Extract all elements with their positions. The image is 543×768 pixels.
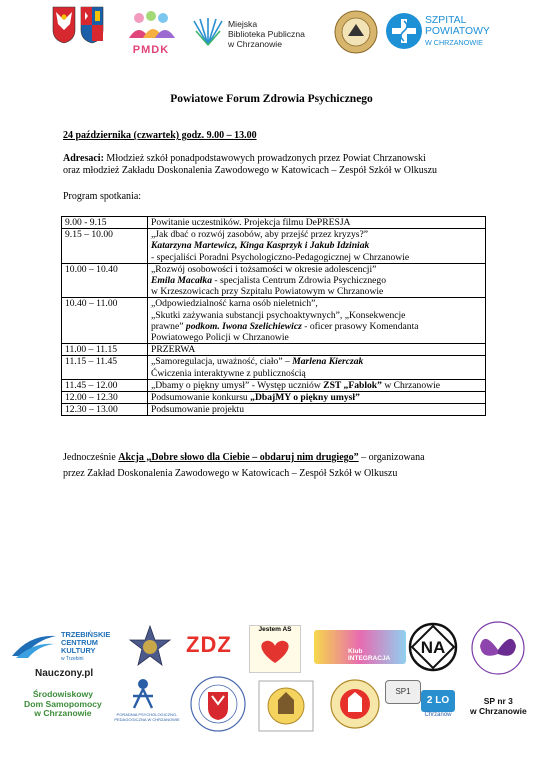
school-crest-icon — [258, 680, 314, 732]
program-item: PRZERWA — [148, 344, 486, 356]
addressees-line1: Młodzież szkół ponadpodstawowych prowadzonych przez Powiat Chrzanowski — [103, 153, 426, 164]
nauczony-logo: Nauczony.pl — [35, 668, 94, 679]
program-time: 11.00 – 11.15 — [62, 344, 148, 356]
footer-prefix: Jednocześnie — [63, 452, 119, 463]
mbp-name: Miejska Biblioteka Publiczna w Chrzanowie — [228, 19, 305, 49]
powiat-coat-of-arms-icon — [52, 6, 76, 44]
program-time: 10.40 – 11.00 — [62, 298, 148, 344]
heart-hands-icon — [250, 633, 300, 667]
mbp-library-icon — [192, 17, 224, 47]
program-time: 11.45 – 12.00 — [62, 379, 148, 391]
program-row — [62, 217, 486, 229]
page-title: Powiatowe Forum Zdrowia Psychicznego — [170, 93, 373, 105]
program-row — [62, 392, 486, 404]
school-badge-icon — [330, 676, 380, 732]
program-time: 9.15 – 10.00 — [62, 229, 148, 264]
program-row — [62, 229, 486, 264]
school-seal-icon — [334, 10, 378, 54]
program-row — [62, 263, 486, 298]
program-table — [61, 216, 486, 416]
szpital-name: SZPITAL POWIATOWY W CHRZANOWIE — [425, 15, 490, 47]
program-row — [62, 298, 486, 344]
program-row — [62, 404, 486, 416]
svg-text:NA: NA — [420, 638, 446, 657]
program-time: 10.00 – 10.40 — [62, 263, 148, 298]
sds-logo: Środowiskowy Dom Samopomocy w Chrzanowie — [24, 689, 102, 718]
program-time: 12.00 – 12.30 — [62, 392, 148, 404]
lo2-logo: 2 LO Chrzanów — [421, 690, 455, 724]
program-item: „Jak dbać o rozwój zasobów, aby przejść przez kryzys?” Katarzyna Martewicz, Kinga Kasprzyk i Jakub Idziniak - specjaliści Poradni Psychologiczno-Pedagogicznej w Chrzanowie — [148, 229, 486, 264]
ppp-name: PORADNIA PSYCHOLOGICZNO-PEDAGOGICZNA W CHRZANOWIE — [114, 712, 180, 722]
sp1-logo: SP1 — [385, 680, 421, 704]
program-item: „Dbamy o piękny umysł” - Występ uczniów ZST „Fablok” w Chrzanowie — [148, 379, 486, 391]
program-item: „Samoregulacja, uważność, ciało” – Marlena Kierczak Ćwiczenia interaktywne z publicznością — [148, 356, 486, 379]
program-row — [62, 344, 486, 356]
program-item: „Rozwój osobowości i tożsamości w okresie adolescencji” Emila Macałka - specjalista Centrum Zdrowia Psychicznego w Krzeszowicach przy Szpitalu Powiatowym w Chrzanowie — [148, 263, 486, 298]
school-emblem-icon — [190, 676, 246, 732]
na-diamond-icon — [408, 622, 458, 672]
program-item: Powitanie uczestników. Projekcja filmu DePRESJA — [148, 217, 486, 229]
footer-note — [63, 450, 503, 482]
date-line: 24 października (czwartek) godz. 9.00 – 13.00 — [63, 130, 257, 141]
pmdk-logo — [125, 10, 177, 56]
sp3-logo: SP nr 3 w Chrzanowie — [470, 696, 527, 716]
program-label: Program spotkania: — [63, 191, 142, 202]
addressees — [63, 153, 503, 177]
program-time: 11.15 – 11.45 — [62, 356, 148, 379]
program-row — [62, 356, 486, 379]
program-time: 9.00 - 9.15 — [62, 217, 148, 229]
klub-integracja-logo: Klub INTEGRACJA — [314, 630, 406, 664]
program-item: Podsumowanie konkursu „DbajMY o piękny umysł” — [148, 392, 486, 404]
pmdk-figures-icon — [125, 10, 177, 40]
program-row — [62, 379, 486, 391]
ppp-figure-icon — [128, 678, 158, 710]
hospital-caduceus-icon — [385, 12, 423, 50]
footer-suffix: – organizowana — [358, 452, 425, 463]
chrzanow-coat-of-arms-icon — [80, 6, 104, 44]
program-time: 12.30 – 13.00 — [62, 404, 148, 416]
zdz-logo: ZDZ — [186, 632, 232, 657]
pmdk-text: PMDK — [132, 44, 170, 56]
program-item: „Odpowiedzialność karna osób nieletnich”, „Skutki zażywania substancji psychoaktywnych”, „Konsekwencje prawne” podkom. Iwona Szelichiewicz - oficer prasowy Komendanta Powiatowego Policji w Chrzanowie — [148, 298, 486, 344]
program-item: Podsumowanie projektu — [148, 404, 486, 416]
tck-name: TRZEBIŃSKIE CENTRUM KULTURY w Trzebini — [61, 630, 111, 662]
tck-swoosh-icon — [10, 632, 58, 660]
butterfly-icon — [470, 620, 526, 676]
addressees-label: Adresaci: — [63, 153, 104, 164]
police-star-icon — [128, 625, 172, 669]
jestem-as-logo: Jestem AS — [249, 625, 301, 673]
addressees-line2: oraz młodzież Zakładu Doskonalenia Zawodowego w Katowicach – Zespół Szkół w Olkuszu — [63, 165, 438, 176]
footer-akcja: Akcja „Dobre słowo dla Ciebie – obdaruj nim drugiego” — [118, 452, 359, 463]
header-logos — [0, 0, 543, 70]
footer-line2: przez Zakład Doskonalenia Zawodowego w Katowicach – Zespół Szkół w Olkuszu — [63, 468, 398, 479]
